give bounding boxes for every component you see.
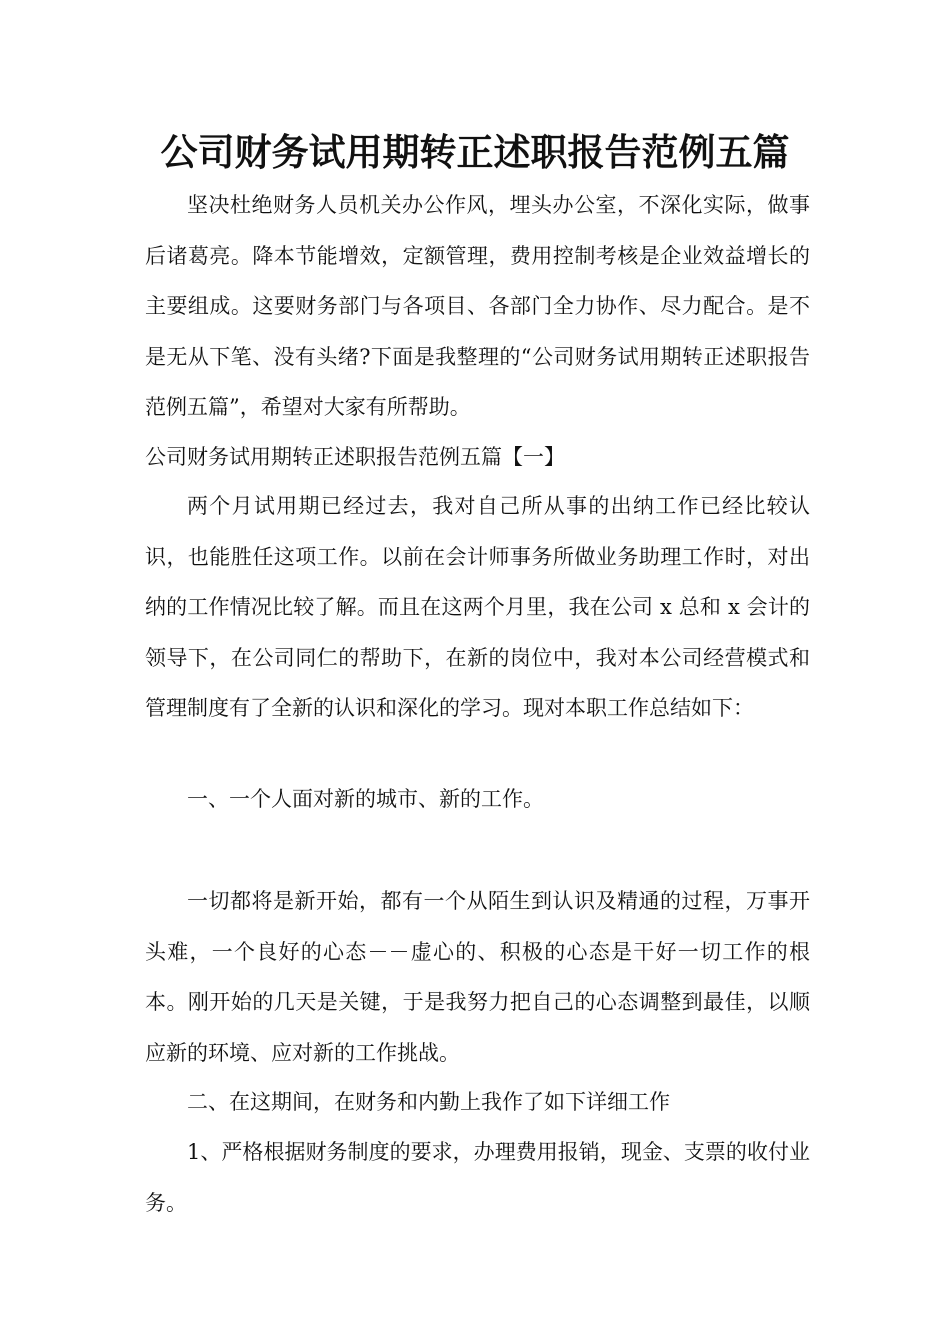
body-paragraph-2: 一切都将是新开始，都有一个从陌生到认识及精通的过程，万事开头难，一个良好的心态－－虚心的、积极的心态是干好一切工作的根本。刚开始的几天是关键，于是我努力把自己的心态调整到最佳，以顺应新的环境、应对新的工作挑战。	[145, 889, 810, 1065]
section-heading: 公司财务试用期转正述职报告范例五篇【一】	[145, 445, 565, 469]
intro-paragraph: 坚决杜绝财务人员机关办公作风，埋头办公室，不深化实际，做事后诸葛亮。降本节能增效，定额管理，费用控制考核是企业效益增长的主要组成。这要财务部门与各项目、各部门全力协作、尽力配合。是不是无从下笔、没有头绪?下面是我整理的“公司财务试用期转正述职报告范例五篇”，希望对大家有所帮助。	[145, 193, 810, 419]
point-heading-1: 一、一个人面对新的城市、新的工作。	[187, 787, 544, 811]
document-title: 公司财务试用期转正述职报告范例五篇	[160, 131, 790, 174]
body-paragraph-1: 两个月试用期已经过去，我对自己所从事的出纳工作已经比较认识，也能胜任这项工作。以前在会计师事务所做业务助理工作时，对出纳的工作情况比较了解。而且在这两个月里，我在公司 x 总和 x 会计的领导下，在公司同仁的帮助下，在新的岗位中，我对本公司经营模式和管理制度有了全新的认识和深化的学习。现对本职工作总结如下：	[145, 494, 810, 720]
point-heading-2: 二、在这期间，在财务和内勤上我作了如下详细工作	[187, 1090, 670, 1114]
body-paragraph-3: 1、严格根据财务制度的要求，办理费用报销，现金、支票的收付业务。	[145, 1140, 810, 1215]
